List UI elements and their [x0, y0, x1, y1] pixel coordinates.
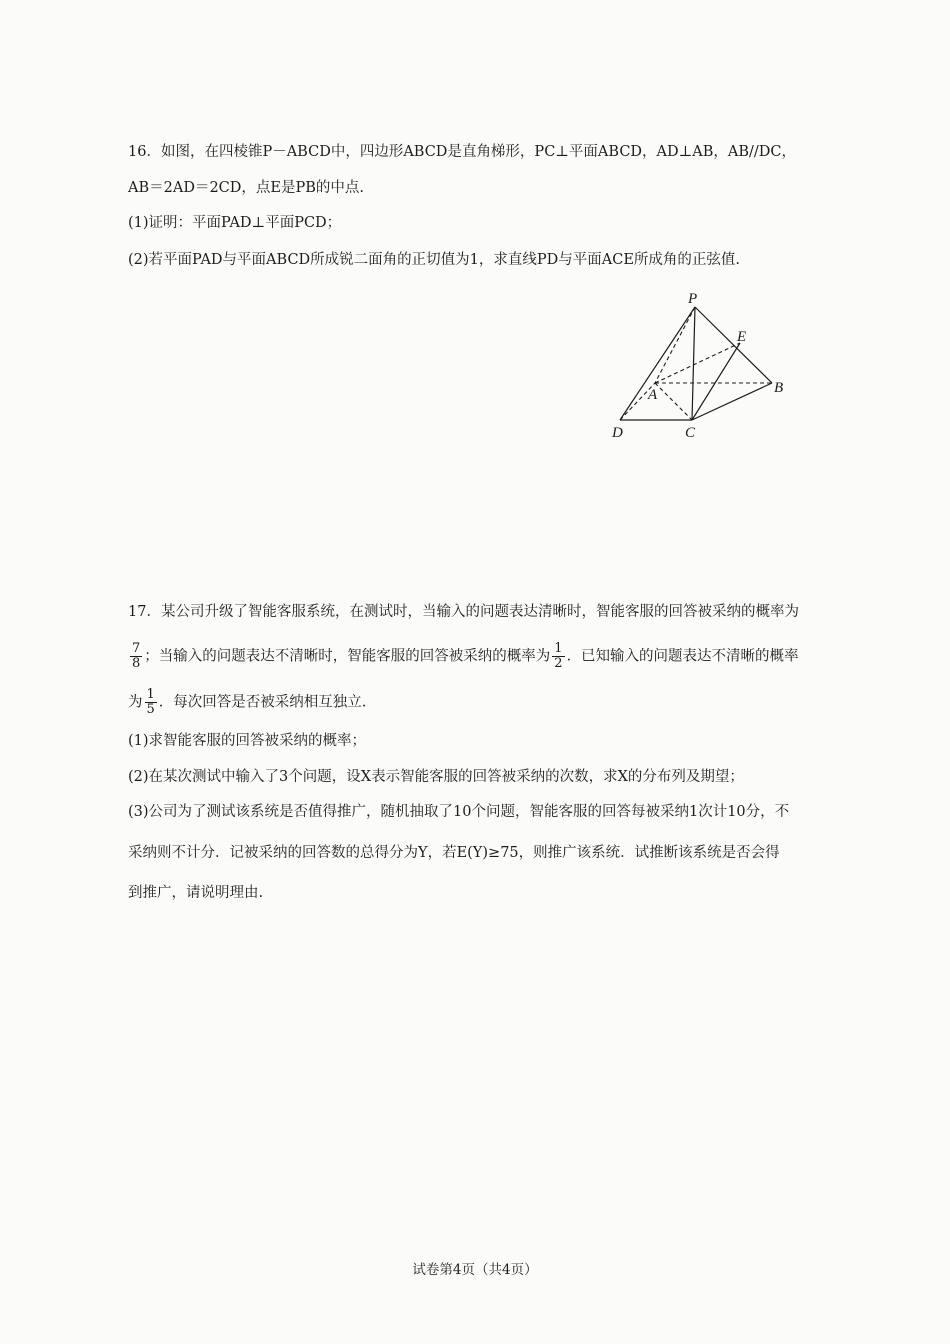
q16-line2: AB＝2AD＝2CD，点E是PB的中点. — [128, 180, 364, 196]
edge-PB — [695, 307, 772, 383]
q17-part2: (2)在某次测试中输入了3个问题，设X表示智能客服的回答被采纳的次数，求X的分布列及期望； — [128, 769, 744, 785]
page-footer: 试卷第4页（共4页） — [412, 1262, 538, 1278]
edge-AC — [655, 383, 692, 420]
edge-PC — [692, 307, 695, 420]
edge-PD — [620, 307, 695, 420]
q17-line3: 为 $\frac{1}{5}$ ．每次回答是否被采纳相互独立. — [128, 687, 367, 717]
label-C: C — [685, 425, 696, 441]
label-P: P — [688, 291, 698, 307]
label-B: B — [774, 380, 784, 396]
q17-part1: (1)求智能客服的回答被采纳的概率； — [128, 733, 367, 749]
label-D: D — [612, 425, 623, 441]
fraction-1-2: $\frac{1}{2}$ — [554, 641, 563, 671]
q16-part2: (2)若平面PAD与平面ABCD所成锐二面角的正切值为1，求直线PD与平面ACE所成角的正弦值. — [128, 252, 741, 268]
fraction-1-5: $\frac{1}{5}$ — [146, 687, 155, 717]
q17-line1: 17．某公司升级了智能客服系统，在测试时，当输入的问题表达清晰时，智能客服的回答被采纳的概率为 — [128, 604, 799, 620]
q16-part1: (1)证明：平面PAD⊥平面PCD； — [128, 215, 342, 231]
q17-part3-line3: 到推广，请说明理由. — [128, 885, 264, 901]
q16-line1: 16．如图，在四棱锥P－ABCD中，四边形ABCD是直角梯形，PC⊥平面ABCD，AD⊥AB，AB//DC， — [128, 144, 797, 160]
q17-line2: $\frac{7}{8}$ ；当输入的问题表达不清晰时，智能客服的回答被采纳的概率为 $\frac{1}{2}$ ．已知输入的问题表达不清晰的概率 — [132, 641, 799, 671]
q17-part3-line2: 采纳则不计分．记被采纳的回答数的总得分为Y，若E(Y)≥75，则推广该系统．试推断该系统是否会得 — [128, 845, 780, 861]
fraction-7-8: $\frac{7}{8}$ — [132, 641, 141, 671]
q17-part3-line1: (3)公司为了测试该系统是否值得推广，随机抽取了10个问题，智能客服的回答每被采纳1次计10分，不 — [128, 804, 790, 820]
label-A: A — [648, 387, 658, 403]
edge-PA — [655, 307, 695, 383]
label-E: E — [737, 329, 747, 345]
pyramid-figure — [600, 285, 800, 450]
